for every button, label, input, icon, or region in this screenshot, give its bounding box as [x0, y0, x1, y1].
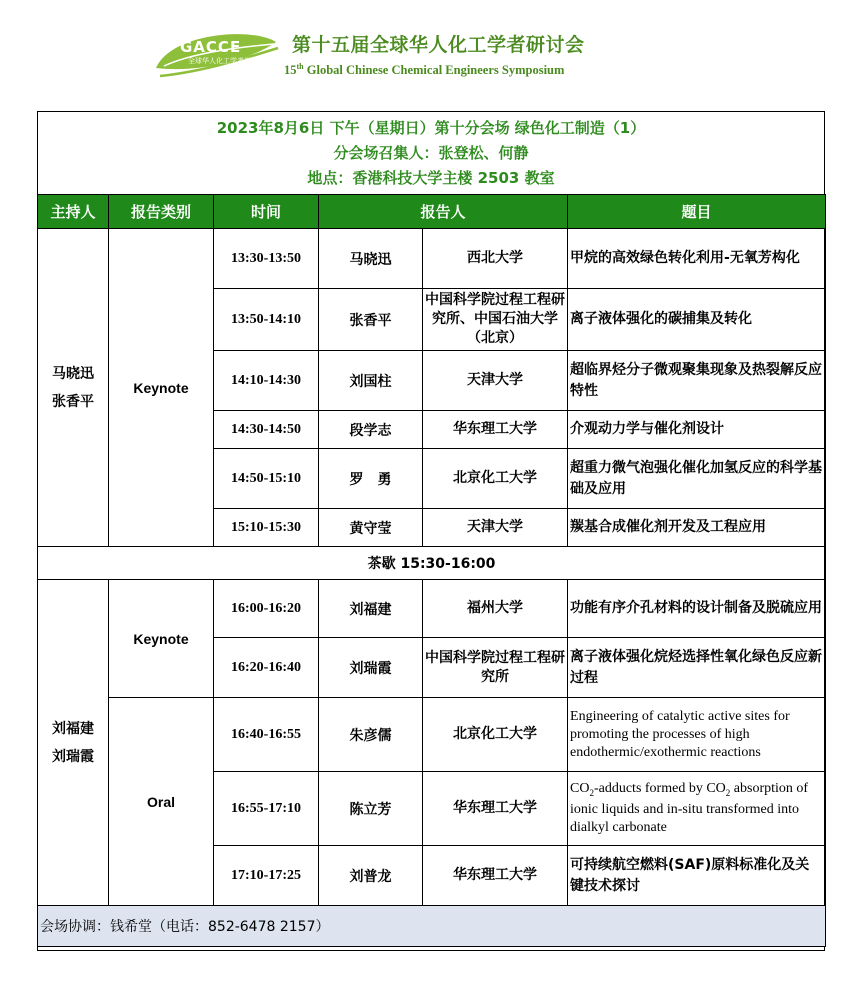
topic-part: CO	[570, 780, 590, 796]
time-cell: 14:50-15:10	[214, 449, 319, 509]
affiliation-cell: 北京化工大学	[423, 698, 568, 772]
topic-cell: 功能有序介孔材料的设计制备及脱硫应用	[568, 580, 826, 638]
affiliation-cell: 华东理工大学	[423, 846, 568, 906]
affiliation-cell: 天津大学	[423, 351, 568, 411]
affiliation-cell: 华东理工大学	[423, 411, 568, 449]
title-en-rest: Global Chinese Chemical Engineers Symposium	[303, 63, 565, 78]
affiliation-cell: 中国科学院过程工程研究所	[423, 638, 568, 698]
symposium-title-cn: 第十五届全球华人化工学者研讨会	[292, 34, 585, 56]
host-name: 刘瑞霞	[52, 748, 94, 765]
topic-part: absorption of ionic liquids and in-situ transformed into dialkyl carbonate	[570, 780, 809, 836]
time-cell: 14:30-14:50	[214, 411, 319, 449]
topic-cell	[568, 772, 826, 846]
tea-break-text: 茶歇 15:30-16:00	[38, 547, 826, 580]
table-row	[38, 229, 826, 289]
speaker-cell: 罗 勇	[319, 449, 423, 509]
footer-row	[38, 906, 826, 947]
time-cell: 13:30-13:50	[214, 229, 319, 289]
affiliation-cell: 华东理工大学	[423, 772, 568, 846]
coordinator-text: 会场协调：钱希堂（电话：852-6478 2157）	[38, 906, 826, 947]
session-header	[38, 112, 824, 194]
category-cell: Keynote	[109, 580, 214, 698]
speaker-cell: 黄守莹	[319, 509, 423, 547]
time-cell: 15:10-15:30	[214, 509, 319, 547]
title-en-num: 15	[284, 63, 297, 78]
affiliation-cell: 北京化工大学	[423, 449, 568, 509]
session-date-title: 2023年8月6日 下午（星期日）第十分会场 绿色化工制造（1）	[216, 119, 646, 137]
host-cell	[38, 229, 109, 547]
logo-subtext: 全球华人化工学者学会	[188, 57, 258, 65]
topic-cell: 离子液体强化的碳捕集及转化	[568, 289, 826, 351]
speaker-cell: 陈立芳	[319, 772, 423, 846]
host-name: 刘福建	[52, 720, 94, 737]
host-cell	[38, 580, 109, 906]
subscript: 2	[725, 787, 731, 798]
category-cell: Oral	[109, 698, 214, 906]
schedule-table	[37, 194, 826, 947]
col-time: 时间	[214, 195, 319, 229]
time-cell: 14:10-14:30	[214, 351, 319, 411]
session-convener: 分会场召集人：张登松、何静	[333, 144, 529, 162]
affiliation-cell: 中国科学院过程工程研究所、中国石油大学（北京）	[423, 289, 568, 351]
time-cell: 16:40-16:55	[214, 698, 319, 772]
topic-cell: 超临界烃分子微观聚集现象及热裂解反应特性	[568, 351, 826, 411]
subscript: 2	[589, 787, 594, 798]
speaker-cell: 段学志	[319, 411, 423, 449]
topic-cell: 甲烷的高效绿色转化利用-无氧芳构化	[568, 229, 826, 289]
topic-cell: 可持续航空燃料(SAF)原料标准化及关键技术探讨	[568, 846, 826, 906]
category-cell: Keynote	[109, 229, 214, 547]
col-topic: 题目	[568, 195, 826, 229]
speaker-cell: 马晓迅	[319, 229, 423, 289]
table-row	[38, 698, 826, 772]
tea-break-row	[38, 547, 826, 580]
time-cell: 16:55-17:10	[214, 772, 319, 846]
affiliation-cell: 天津大学	[423, 509, 568, 547]
col-speaker: 报告人	[319, 195, 568, 229]
time-cell: 13:50-14:10	[214, 289, 319, 351]
host-name: 张香平	[52, 393, 94, 410]
title-en-sup: th	[296, 62, 304, 71]
session-location: 地点：香港科技大学主楼 2503 教室	[307, 169, 555, 187]
speaker-cell: 朱彦儒	[319, 698, 423, 772]
speaker-cell: 张香平	[319, 289, 423, 351]
symposium-title-en	[284, 62, 564, 78]
col-host: 主持人	[38, 195, 109, 229]
topic-cell: 介观动力学与催化剂设计	[568, 411, 826, 449]
table-header-row	[38, 195, 826, 229]
host-name: 马晓迅	[52, 365, 94, 382]
topic-cell: 超重力微气泡强化催化加氢反应的科学基础及应用	[568, 449, 826, 509]
topic-part: -adducts formed by CO	[593, 780, 726, 796]
affiliation-cell: 福州大学	[423, 580, 568, 638]
logo-text: GACCE	[180, 38, 242, 56]
speaker-cell: 刘福建	[319, 580, 423, 638]
topic-cell: Engineering of catalytic active sites for promoting the processes of high endothermic/exothermic reactions	[568, 698, 826, 772]
speaker-cell: 刘普龙	[319, 846, 423, 906]
page-header	[0, 0, 864, 110]
col-category: 报告类别	[109, 195, 214, 229]
affiliation-cell: 西北大学	[423, 229, 568, 289]
time-cell: 16:20-16:40	[214, 638, 319, 698]
speaker-cell: 刘国柱	[319, 351, 423, 411]
time-cell: 17:10-17:25	[214, 846, 319, 906]
time-cell: 16:00-16:20	[214, 580, 319, 638]
topic-cell: 羰基合成催化剂开发及工程应用	[568, 509, 826, 547]
table-row	[38, 580, 826, 638]
speaker-cell: 刘瑞霞	[319, 638, 423, 698]
topic-cell: 离子液体强化烷烃选择性氧化绿色反应新过程	[568, 638, 826, 698]
